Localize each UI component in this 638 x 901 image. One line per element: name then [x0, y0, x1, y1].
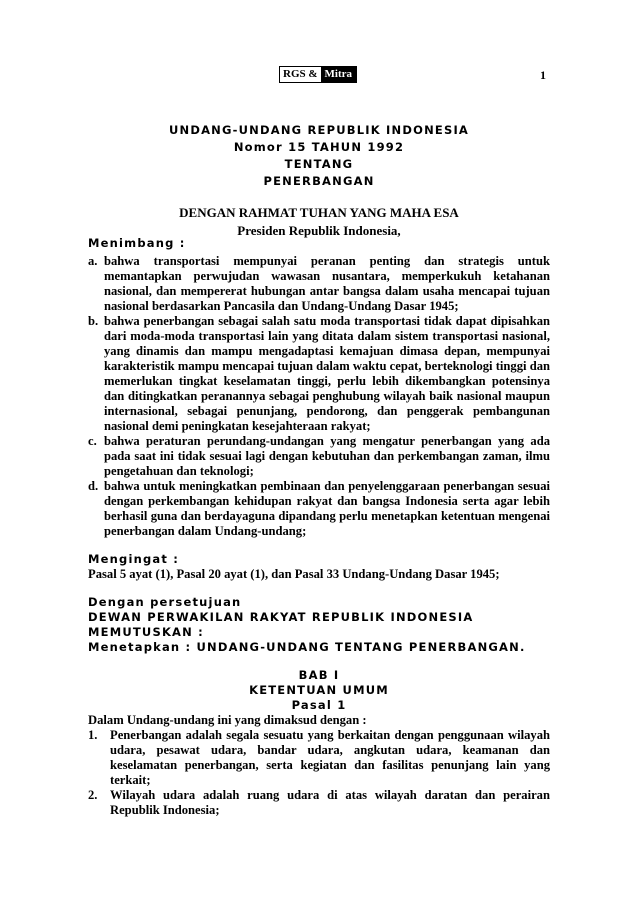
item-text: bahwa untuk meningkatkan pembinaan dan penyelenggaraan penerbangan sesuai dengan perkembangan kehidupan rakyat dan bangsa Indonesia serta agar lebih berhasil guna dan berdayaguna dipandang perlu menetapkan ketentuan mengenai penerbangan dalam Undang-undang; — [104, 479, 550, 538]
menimbang-heading: Menimbang : — [88, 236, 186, 250]
title-line-4: PENERBANGAN — [263, 174, 375, 188]
title-line-6: Presiden Republik Indonesia, — [237, 223, 401, 238]
title-line-3: TENTANG — [284, 157, 354, 171]
title-line-2: Nomor 15 TAHUN 1992 — [233, 140, 405, 154]
item-text: bahwa transportasi mempunyai peranan penting dan strategis untuk memantapkan perwujudan wawasan nusantara, memperkukuh ketahanan nasional, dan mempererat hubungan antar bangsa dalam usaha mencapai tujuan nasional berdasarkan Pancasila dan Undang-Undang Dasar 1945; — [104, 254, 550, 313]
menimbang-item — [88, 314, 550, 434]
item-text: Wilayah udara adalah ruang udara di atas wilayah daratan dan perairan Republik Indonesia; — [110, 788, 550, 817]
logo-text-right: Mitra — [321, 67, 356, 82]
item-marker: c. — [88, 434, 97, 448]
menimbang-item — [88, 254, 550, 314]
menimbang-item — [88, 479, 550, 539]
document-body — [88, 236, 550, 818]
pasal-item — [88, 788, 550, 818]
menetapkan-line: Menetapkan : UNDANG-UNDANG TENTANG PENERBANGAN. — [88, 640, 526, 654]
item-marker: 1. — [88, 728, 98, 742]
item-marker: 2. — [88, 788, 98, 802]
item-text: bahwa peraturan perundang-undangan yang mengatur penerbangan yang ada pada saat ini tidak sesuai lagi dengan kebutuhan dan perkembangan zaman, ilmu pengetahuan dan teknologi; — [104, 434, 550, 478]
title-line-1: UNDANG-UNDANG REPUBLIK INDONESIA — [168, 123, 470, 137]
dpr-line: DEWAN PERWAKILAN RAKYAT REPUBLIK INDONESIA — [88, 610, 474, 624]
item-marker: b. — [88, 314, 99, 328]
page-number: 1 — [540, 68, 546, 82]
item-marker: d. — [88, 479, 99, 493]
bab-subtitle: KETENTUAN UMUM — [249, 683, 389, 697]
title-line-5: DENGAN RAHMAT TUHAN YANG MAHA ESA — [179, 205, 459, 220]
logo-text-left: RGS & — [283, 68, 318, 80]
menimbang-item — [88, 434, 550, 479]
item-marker: a. — [88, 254, 98, 268]
memutuskan-line: MEMUTUSKAN : — [88, 625, 204, 639]
bab-title: BAB I — [298, 668, 340, 682]
mengingat-text: Pasal 5 ayat (1), Pasal 20 ayat (1), dan Pasal 33 Undang-Undang Dasar 1945; — [88, 567, 500, 581]
pasal-item — [88, 728, 550, 788]
pasal-title: Pasal 1 — [291, 698, 347, 712]
item-text: Penerbangan adalah segala sesuatu yang berkaitan dengan penggunaan wilayah udara, pesawat udara, bandar udara, angkutan udara, keamanan dan keselamatan penerbangan, serta kegiatan dan fasilitas penunjang lain yang terkait; — [110, 728, 550, 787]
item-text: bahwa penerbangan sebagai salah satu moda transportasi tidak dapat dipisahkan dari moda-moda transportasi lain yang ditata dalam sistem transportasi nasional, yang dinamis dan mampu mengadaptasi kemajuan dimasa depan, mempunyai karakteristik mampu mencapai tujuan dalam waktu cepat, berteknologi tinggi dan memerlukan tingkat keselamatan tinggi, perlu lebih dikembangkan potensinya dan ditingkatkan peranannya sebagai penghubung wilayah baik nasional maupun internasional, sebagai penunjang, pendorong, dan penggerak pembangunan nasional demi peningkatan kesejahteraan rakyat; — [104, 314, 550, 433]
pasal-intro: Dalam Undang-undang ini yang dimaksud dengan : — [88, 713, 367, 727]
mengingat-heading: Mengingat : — [88, 552, 180, 566]
persetujuan-line: Dengan persetujuan — [88, 595, 242, 609]
document-title — [0, 122, 638, 240]
publisher-logo — [279, 66, 357, 83]
